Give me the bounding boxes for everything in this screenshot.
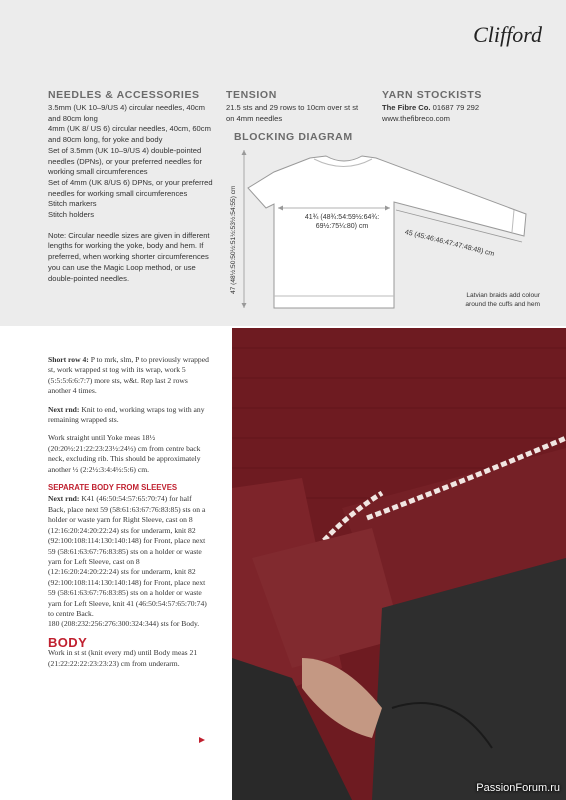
needles-section <box>48 89 213 284</box>
body-heading: BODY <box>48 634 88 650</box>
yarn-heading: YARN STOCKISTS <box>382 89 483 101</box>
short-row-4-label: Short row 4: <box>48 355 89 364</box>
sleeve-label: 45 (45:46:46:47:47:48:48) cm <box>404 228 495 258</box>
needles-item: 4mm (UK 8/ US 6) circular needles, 40cm, 60cm and 80cm long, for yoke and body <box>48 124 211 145</box>
yarn-name: The Fibre Co. <box>382 103 431 112</box>
yarn-contact <box>382 103 532 114</box>
short-row-4 <box>48 355 210 397</box>
short-row-4-text: P to mrk, slm, P to previously wrapped st, work wrapped st tog with its wrap, work 5 (5:5:5:6:6:7:7) more sts, w&t. Rep last 2 rows another 4 times. <box>48 355 209 396</box>
yarn-web: www.thefibreco.com <box>382 113 450 123</box>
yarn-section <box>382 89 532 124</box>
tension-text: 21.5 sts and 29 rows to 10cm over st st on 4mm needles <box>226 103 359 123</box>
yarn-phone: 01687 79 292 <box>432 103 480 112</box>
next-round-label: Next rnd: <box>48 404 80 414</box>
needles-item: Set of 4mm (UK 8/US 6) DPNs, or your preferred needles for working small circumferences <box>48 177 213 198</box>
sweater-outline <box>248 156 526 308</box>
separate-heading: SEPARATE BODY FROM SLEEVES <box>48 483 178 493</box>
width-label-line: 41¾ (48¾:54:59½:64¾: <box>304 214 380 221</box>
needles-item: Set of 3.5mm (UK 10–9/US 4) double-pointed needles (DPNs), or your preferred needles for working small circumferences <box>48 145 203 177</box>
continue-arrow-icon <box>199 737 205 743</box>
braid-caption: Latvian braids add colour around the cuffs and hem <box>465 292 540 308</box>
needles-item: Stitch markers <box>48 199 97 209</box>
sweater-illustration <box>232 328 566 800</box>
width-label <box>290 213 394 231</box>
needles-item: 3.5mm (UK 10–9/US 4) circular needles, 40cm and 80cm long <box>48 103 205 123</box>
needles-list <box>48 103 213 221</box>
length-label: 47 (48½:50:50½:51½:53½:54:55) cm <box>230 185 237 294</box>
separate-body: K41 (46:50:54:57:65:70:74) for half Back, place next 59 (58:61:63:67:76:83:85) sts on a holder or waste yarn for Right Sleeve, cast on 8 (12:16:20:24:20:22:24) sts for underarm, knit 82 (92:100:108:114:130:140:148) for Front, place next 59 (58:61:63:67:76:83:85) sts on a holder or waste yarn for Left Sleeve, cast on 8 (12:16:20:24:20:22:24) sts for underarm, knit 82 (92:100:108:114:130:140:148) for Front, place next 59 (58:61:63:67:76:83:85) sts on a holder or waste yarn for Left Sleeve, knit 41 (46:50:54:57:65:70:74) to centre Back. <box>48 494 207 618</box>
separate-label: Next rnd: <box>48 494 80 504</box>
arrow-head-icon <box>242 303 247 308</box>
page-title: Clifford <box>473 22 542 47</box>
arrow-head-icon <box>242 150 247 155</box>
watermark: PassionForum.ru <box>476 782 560 794</box>
body-text: Work in st st (knit every rnd) until Body meas 21 (21:22:22:22:23:23:23) cm from underarm. <box>48 648 198 668</box>
width-label-line: 69½:75¼:80) cm <box>315 223 369 230</box>
total-sts: 180 (208:232:256:276:300:324:344) sts for Body. <box>48 619 200 629</box>
next-round <box>48 405 210 426</box>
next-round-text: Knit to end, working wraps tog with any remaining wrapped sts. <box>48 404 205 425</box>
tension-section <box>226 89 366 124</box>
needles-item: Stitch holders <box>48 210 95 220</box>
needles-heading: NEEDLES & ACCESSORIES <box>48 89 200 101</box>
needles-note: Note: Circular needle sizes are given in different lengths for working the yoke, body and hem. If preferred, when working shorter circumferences you can use the Magic Loop method, or use double-pointed needles. <box>48 230 210 283</box>
sweater-photo <box>232 328 566 800</box>
separate-text <box>48 494 210 619</box>
diagram-heading: BLOCKING DIAGRAM <box>234 131 353 143</box>
tension-heading: TENSION <box>226 89 277 101</box>
pattern-instructions <box>48 355 210 677</box>
work-straight: Work straight until Yoke meas 18½ (20:20½:21:22:23:23½:24½) cm from centre back neck, excluding rib. This should be approximately another ½ (2:2½:3:4:4½:5:6) cm. <box>48 433 201 474</box>
